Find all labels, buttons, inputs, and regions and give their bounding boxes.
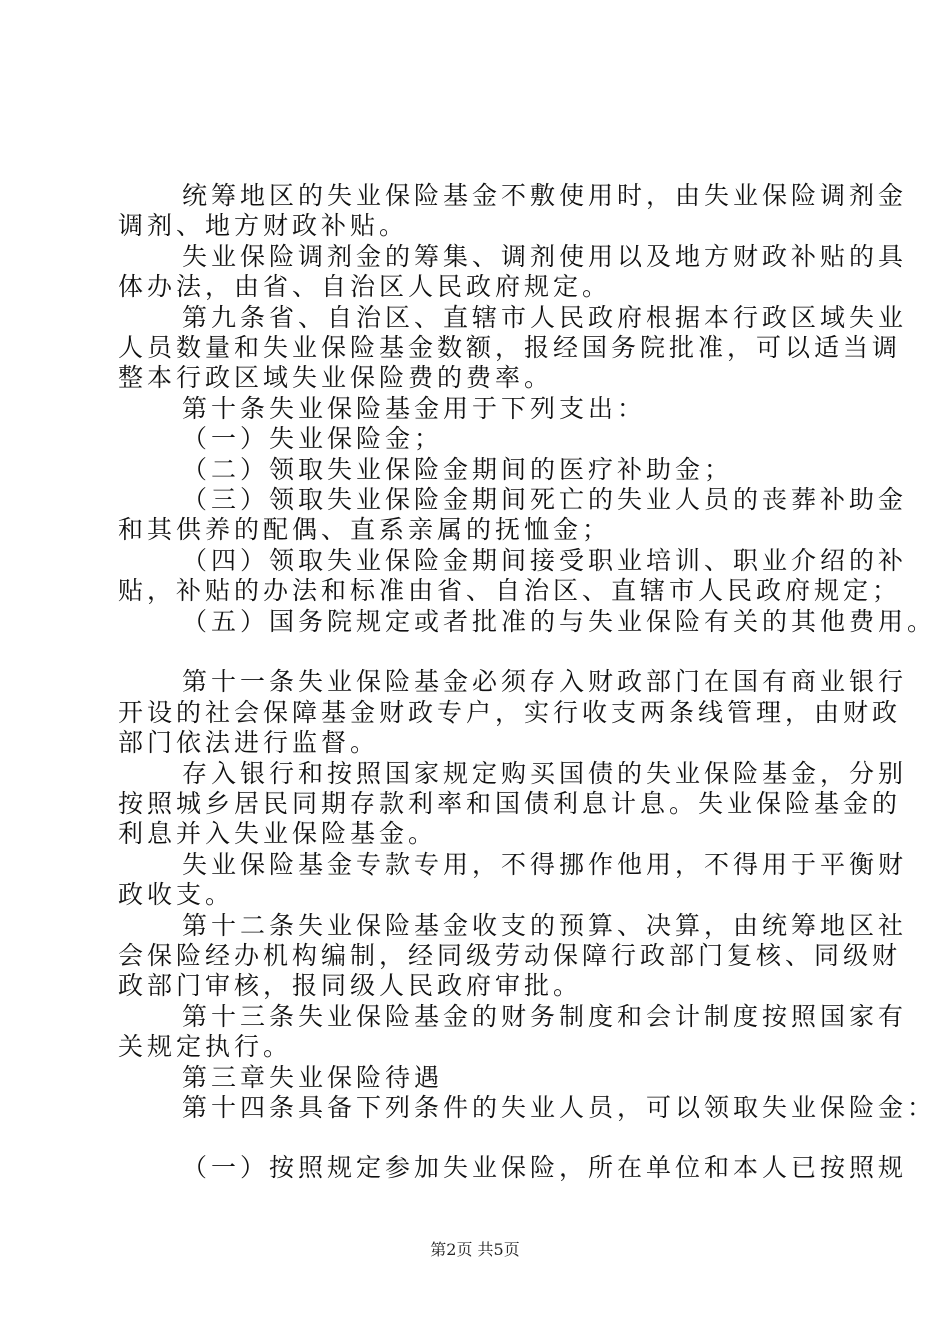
text-line-12: 和其供养的配偶、直系亲属的抚恤金； xyxy=(118,515,612,544)
page-number-footer: 第2页 共5页 xyxy=(430,1240,520,1259)
text-line-10: （二）领取失业保险金期间的医疗补助金； xyxy=(182,455,734,484)
text-line-7: 整本行政区域失业保险费的费率。 xyxy=(118,363,554,392)
text-line-6: 人员数量和失业保险基金数额，报经国务院批准，可以适当调 xyxy=(118,333,902,362)
text-line-28: 关规定执行。 xyxy=(118,1032,293,1061)
text-line-20: 按照城乡居民同期存款利率和国债利息计息。失业保险基金的 xyxy=(118,789,902,818)
text-line-15: （五）国务院规定或者批准的与失业保险有关的其他费用。 xyxy=(182,607,937,636)
text-line-24: 第十二条失业保险基金收支的预算、决算，由统筹地区社 xyxy=(182,911,908,940)
text-line-1: 统筹地区的失业保险基金不敷使用时，由失业保险调剂金 xyxy=(182,181,908,210)
text-line-26: 政部门审核，报同级人民政府审批。 xyxy=(118,971,583,1000)
text-line-14: 贴，补贴的办法和标准由省、自治区、直辖市人民政府规定； xyxy=(118,576,902,605)
text-line-18: 部门依法进行监督。 xyxy=(118,728,380,757)
text-line-31: （一）按照规定参加失业保险，所在单位和本人已按照规 xyxy=(182,1153,908,1182)
text-line-5: 第九条省、自治区、直辖市人民政府根据本行政区域失业 xyxy=(182,303,908,332)
text-line-9: （一）失业保险金； xyxy=(182,424,444,453)
text-line-27: 第十三条失业保险基金的财务制度和会计制度按照国家有 xyxy=(182,1002,908,1031)
text-line-29: 第三章失业保险待遇 xyxy=(182,1063,444,1092)
text-line-3: 失业保险调剂金的筹集、调剂使用以及地方财政补贴的具 xyxy=(182,242,908,271)
text-line-11: （三）领取失业保险金期间死亡的失业人员的丧葬补助金 xyxy=(182,485,908,514)
text-line-16: 第十一条失业保险基金必须存入财政部门在国有商业银行 xyxy=(182,667,908,696)
text-line-2: 调剂、地方财政补贴。 xyxy=(118,211,409,240)
text-line-21: 利息并入失业保险基金。 xyxy=(118,819,438,848)
text-line-4: 体办法，由省、自治区人民政府规定。 xyxy=(118,272,612,301)
text-line-17: 开设的社会保障基金财政专户，实行收支两条线管理，由财政 xyxy=(118,698,902,727)
text-line-22: 失业保险基金专款专用，不得挪作他用，不得用于平衡财 xyxy=(182,850,908,879)
text-line-23: 政收支。 xyxy=(118,880,235,909)
text-line-19: 存入银行和按照国家规定购买国债的失业保险基金，分别 xyxy=(182,759,908,788)
text-line-25: 会保险经办机构编制，经同级劳动保障行政部门复核、同级财 xyxy=(118,941,902,970)
text-line-30: 第十四条具备下列条件的失业人员，可以领取失业保险金： xyxy=(182,1093,937,1122)
text-line-13: （四）领取失业保险金期间接受职业培训、职业介绍的补 xyxy=(182,546,908,575)
text-line-8: 第十条失业保险基金用于下列支出： xyxy=(182,394,647,423)
